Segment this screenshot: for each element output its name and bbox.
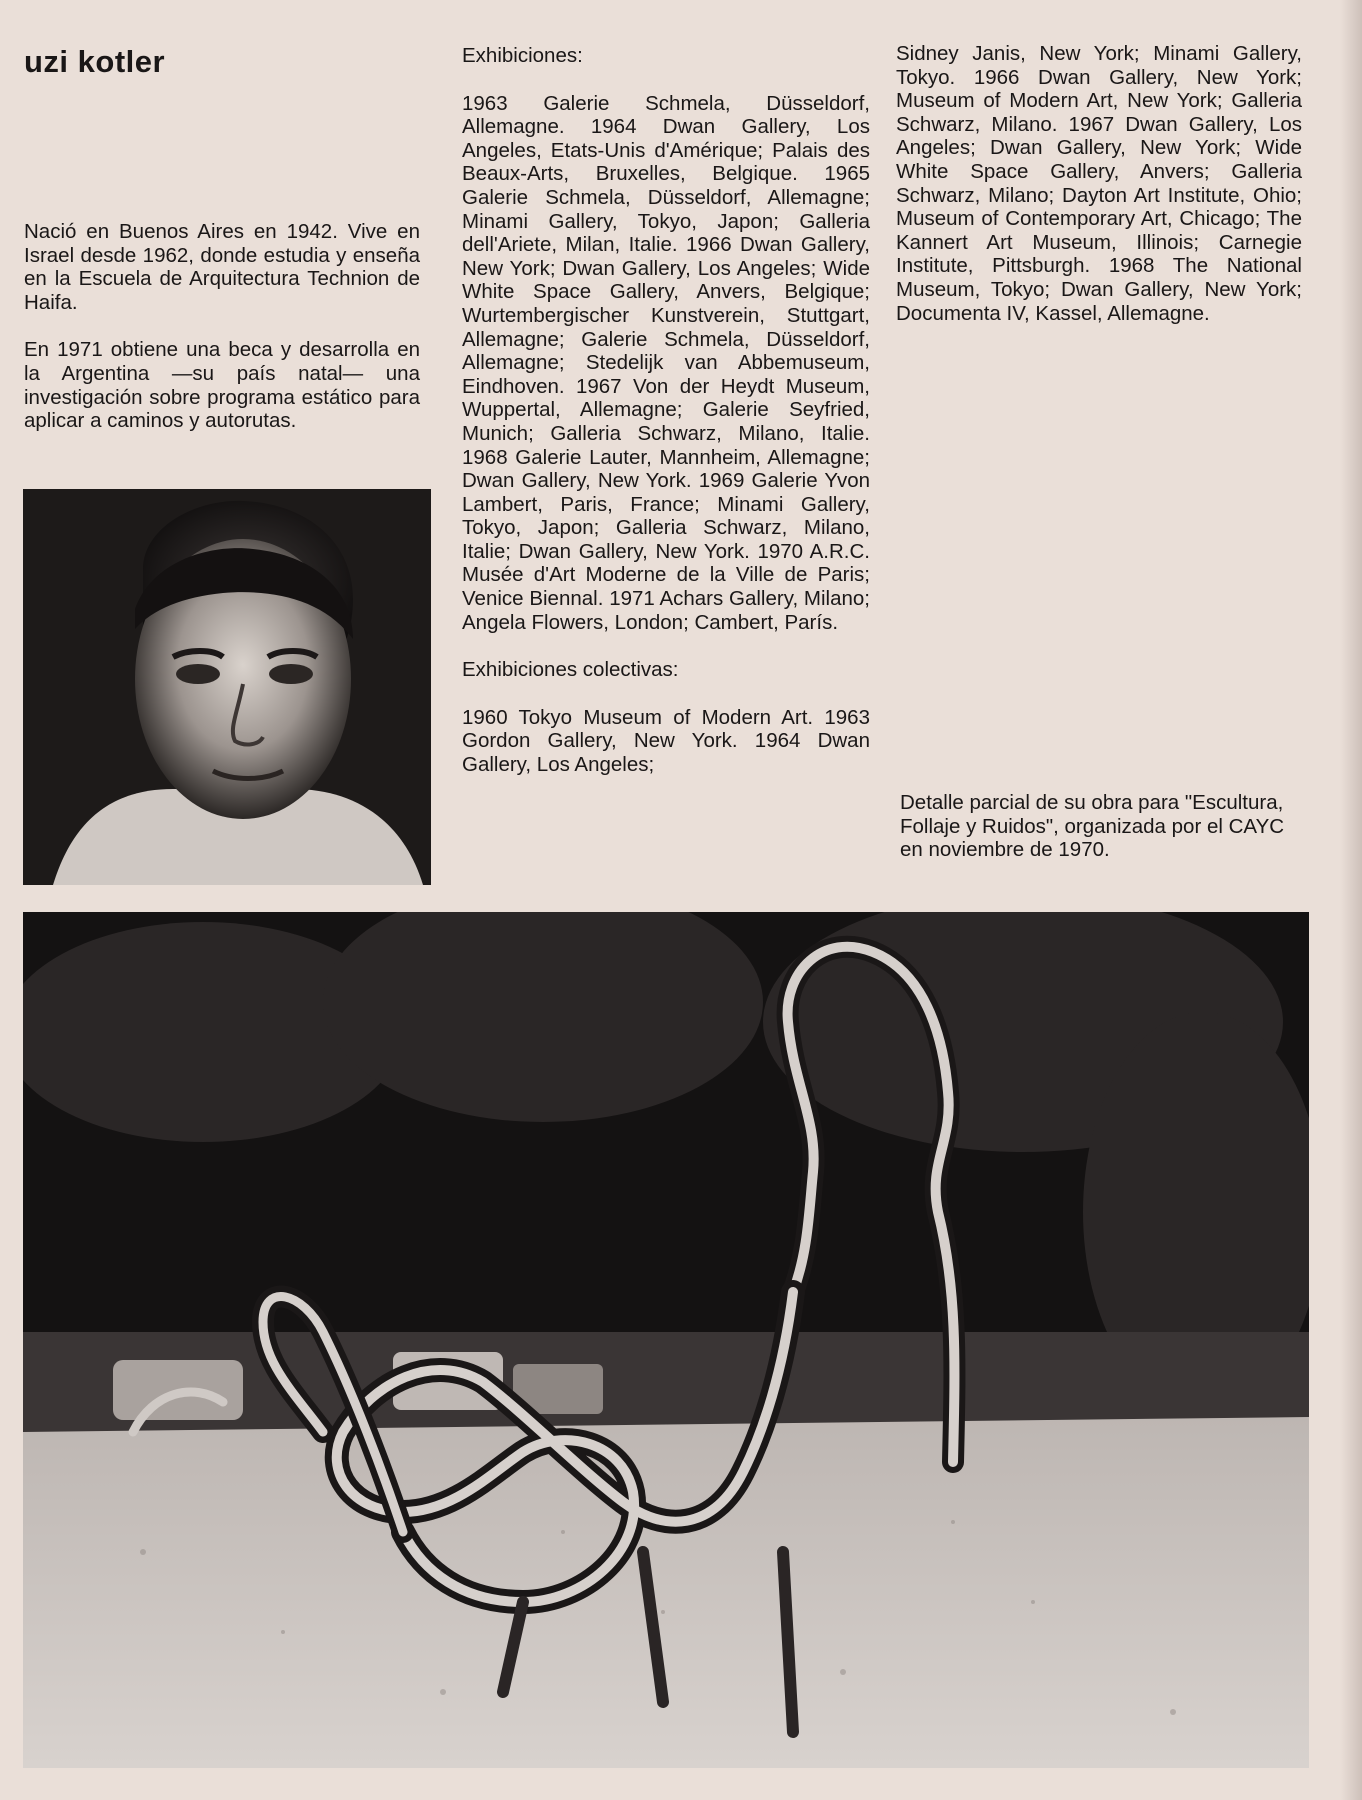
bio-paragraph-1: Nació en Buenos Aires en 1942. Vive en Israel desde 1962, donde estudia y enseña en la Escuela de Arquitectura Technion de Haifa. xyxy=(24,220,420,314)
biography xyxy=(24,220,420,457)
page-edge-shadow xyxy=(1340,0,1362,1800)
sculpture-photo xyxy=(23,912,1309,1768)
exhibitions-column xyxy=(462,44,870,801)
collective-exhibitions-continued-column xyxy=(896,42,1302,349)
collective-exhibitions-heading: Exhibiciones colectivas: xyxy=(462,658,679,682)
collective-exhibitions-list-start: 1960 Tokyo Museum of Modern Art. 1963 Gordon Gallery, New York. 1964 Dwan Gallery, Los Angeles; xyxy=(462,705,870,777)
bio-paragraph-2: En 1971 obtiene una beca y desarrolla en la Argentina —su país natal— una investigación sobre programa estático para aplicar a caminos y autorutas. xyxy=(24,338,420,433)
collective-exhibitions-list-continued: Sidney Janis, New York; Minami Gallery, Tokyo. 1966 Dwan Gallery, New York; Museum of Modern Art, New York; Galleria Schwarz, Milano. 1967 Dwan Gallery, Los Angeles; Dwan Gallery, New York; Wide White Space Gallery, Anvers; Galleria Schwarz, Milano; Dayton Art Institute, Ohio; Museum of Contemporary Art, Chicago; The Kannert Art Museum, Illinois; Carnegie Institute, Pittsburgh. 1968 The National Museum, Tokyo; Dwan Gallery, New York; Documenta IV, Kassel, Allemagne. xyxy=(896,42,1302,325)
page-title: uzi kotler xyxy=(24,44,166,79)
exhibitions-heading: Exhibiciones: xyxy=(462,44,583,67)
exhibitions-list: 1963 Galerie Schmela, Düsseldorf, Allemagne. 1964 Dwan Gallery, Los Angeles, Etats-Unis d'Amérique; Palais des Beaux-Arts, Bruxelles, Belgique. 1965 Galerie Schmela, Düsseldorf, Allemagne; Minami Gallery, Tokyo, Japon; Galleria dell'Ariete, Milan, Italie. 1966 Dwan Gallery, New York; Dwan Gallery, Los Angeles; Wide White Space Gallery, Anvers, Belgique; Wurtembergischer Kunstverein, Stuttgart, Allemagne; Galerie Schmela, Düsseldorf, Allemagne; Stedelijk van Abbemuseum, Eindhoven. 1967 Von der Heydt Museum, Wuppertal, Allemagne; Galerie Seyfried, Munich; Galleria Schwarz, Milano, Italie. 1968 Galerie Lauter, Mannheim, Allemagne; Dwan Gallery, New York. 1969 Galerie Yvon Lambert, Paris, France; Minami Gallery, Tokyo, Japon; Galleria Schwarz, Milano, Italie; Dwan Gallery, New York. 1970 A.R.C. Musée d'Art Moderne de la Ville de Paris; Venice Biennal. 1971 Achars Gallery, Milano; Angela Flowers, London; Cambert, París. xyxy=(462,91,870,634)
artist-portrait-photo xyxy=(23,489,431,885)
photo-caption: Detalle parcial de su obra para "Escultura, Follaje y Ruidos", organizada por el CAYC en noviembre de 1970. xyxy=(900,791,1285,862)
